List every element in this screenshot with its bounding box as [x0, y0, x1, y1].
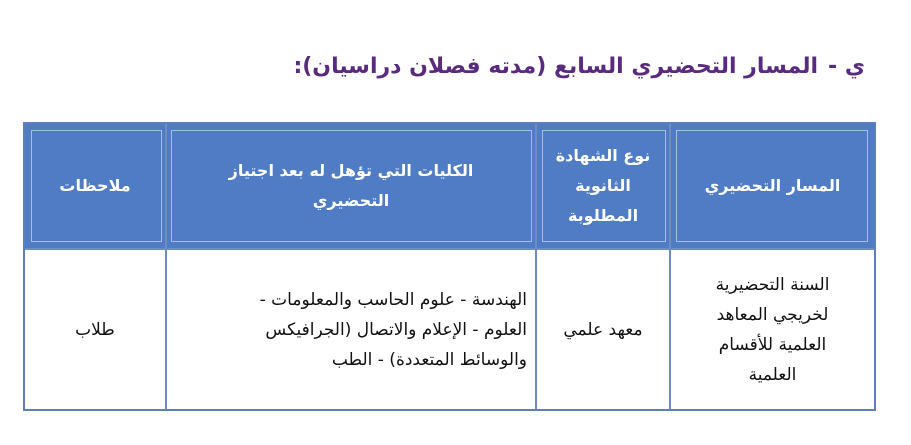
section-marker: ي - [828, 54, 865, 79]
cell-notes: طلاب [75, 319, 115, 340]
header-colleges: الكليات التي تؤهل له بعد اجتياز التحضيري [228, 161, 474, 210]
header-track: المسار التحضيري [704, 176, 841, 195]
prep-track-table [23, 122, 876, 411]
header-notes: ملاحظات [59, 176, 131, 195]
cell-colleges: الهندسة - علوم الحاسب والمعلومات - العلوم - الإعلام والاتصال (الجرافيكس والوسائط المتعددة) - الطب [259, 289, 527, 370]
section-title: المسار التحضيري السابع (مدته فصلان دراسيان): [293, 54, 819, 79]
cell-certificate: معهد علمي [563, 319, 643, 340]
cell-track: السنة التحضيرية لخريجي المعاهد العلمية للأقسام العلمية [715, 274, 830, 385]
header-certificate: نوع الشهادة الثانوية المطلوبة [555, 146, 651, 225]
section-heading [293, 54, 865, 79]
